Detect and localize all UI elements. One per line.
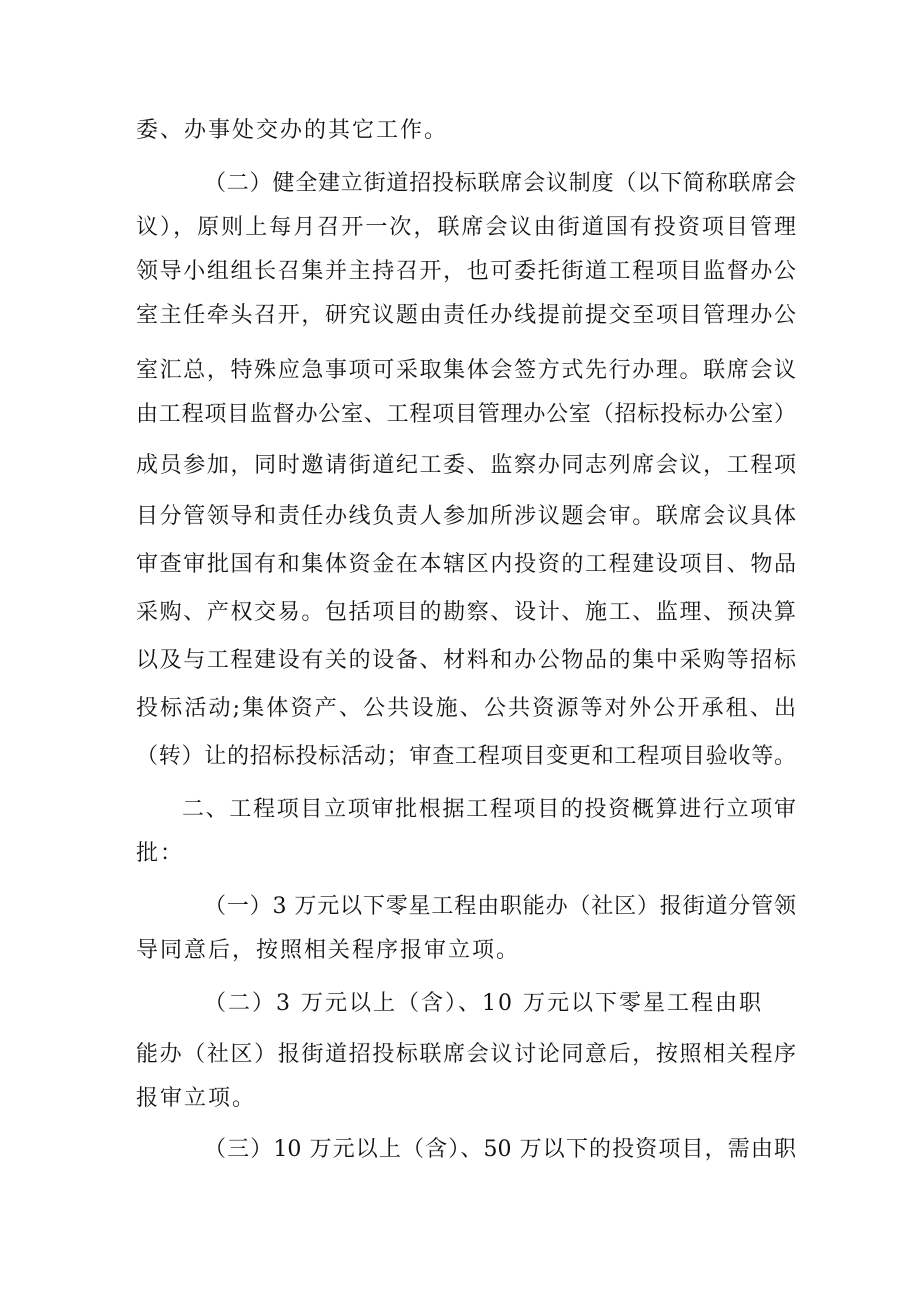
paragraph-line: 导同意后，按照相关程序报审立项。: [136, 938, 521, 963]
list-item-line: （二）3 万元以上（含）、10 万元以下零星工程由职: [204, 991, 763, 1016]
paragraph-line: （二）健全建立街道招投标联席会议制度（以下简称联席会: [204, 171, 796, 196]
list-item-line: （一）3 万元以下零星工程由职能办（社区）报街道分管领: [204, 894, 796, 919]
paragraph-line: 议），原则上每月召开一次，联席会议由街道国有投资项目管理: [136, 215, 796, 240]
paragraph-line: （转）让的招标投标活动；审查工程项目变更和工程项目验收等。: [136, 744, 796, 769]
paragraph-line: 领导小组组长召集并主持召开，也可委托街道工程项目监督办公: [136, 259, 796, 284]
paragraph-line: 室汇总，特殊应急事项可采取集体会签方式先行办理。联席会议: [136, 358, 796, 383]
paragraph-line: 批：: [136, 841, 185, 866]
paragraph-line: 审查审批国有和集体资金在本辖区内投资的工程建设项目、物品: [136, 552, 796, 577]
paragraph-line: 投标活动;集体资产、公共设施、公共资源等对外公开承租、出: [136, 696, 796, 721]
paragraph-line: 由工程项目监督办公室、工程项目管理办公室（招标投标办公室）: [136, 402, 796, 427]
paragraph-line: 室主任牵头召开，研究议题由责任办线提前提交至项目管理办公: [136, 303, 796, 328]
paragraph-line: 委、办事处交办的其它工作。: [136, 118, 449, 143]
section-heading: 二、工程项目立项审批根据工程项目的投资概算进行立项审: [182, 797, 796, 822]
paragraph-line: 能办（社区）报街道招投标联席会议讨论同意后，按照相关程序: [136, 1042, 796, 1067]
paragraph-line: 目分管领导和责任办线负责人参加所涉议题会审。联席会议具体: [136, 504, 796, 529]
list-item-line: （三）10 万元以上（含）、50 万以下的投资项目，需由职: [204, 1137, 796, 1162]
paragraph-line: 报审立项。: [136, 1086, 257, 1111]
paragraph-line: 以及与工程建设有关的设备、材料和办公物品的集中采购等招标: [136, 648, 796, 673]
paragraph-line: 成员参加，同时邀请街道纪工委、监察办同志列席会议，工程项: [136, 453, 796, 478]
paragraph-line: 采购、产权交易。包括项目的勘察、设计、施工、监理、预决算: [136, 600, 796, 625]
